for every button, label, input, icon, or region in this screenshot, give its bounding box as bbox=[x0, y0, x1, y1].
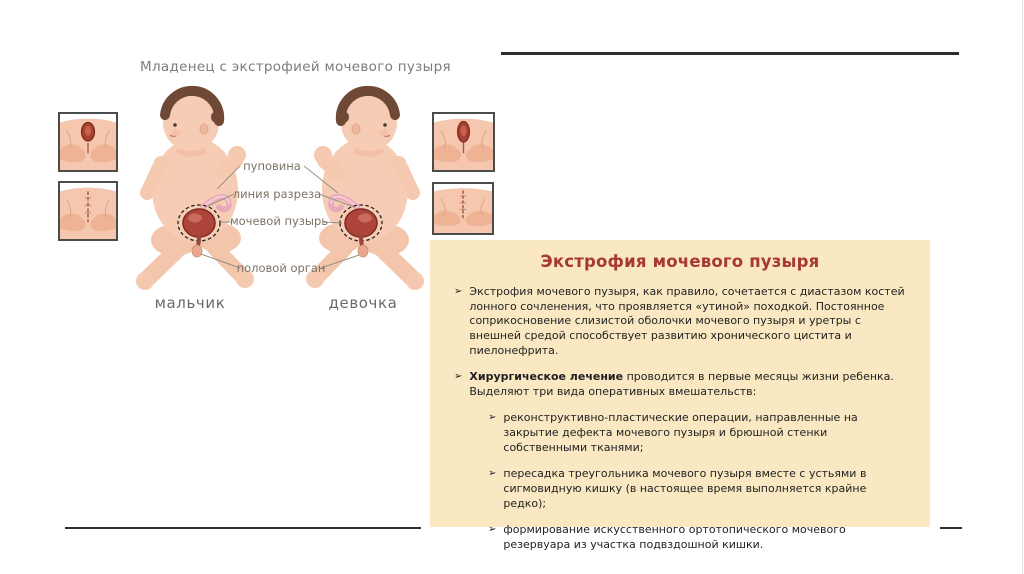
right-edge-rule bbox=[1022, 0, 1023, 574]
top-rule bbox=[501, 52, 959, 55]
label-genital-organ: половой орган bbox=[236, 261, 326, 275]
bullet-item bbox=[454, 285, 906, 358]
label-incision-line: линия разреза bbox=[232, 187, 322, 201]
text-panel bbox=[430, 240, 930, 551]
caption-girl: девочка bbox=[328, 294, 398, 312]
caption-boy: мальчик bbox=[154, 294, 226, 312]
bullet-arrow-icon: ➢ bbox=[488, 468, 497, 480]
bullet-item bbox=[488, 523, 906, 552]
illustration-title: Младенец с экстрофией мочевого пузыря bbox=[140, 59, 451, 75]
bullet-text: реконструктивно-пластические операции, направленные на закрытие дефекта мочевого пузыря и брюшной стенки собственными тканями; bbox=[503, 411, 858, 454]
bullet-text: пересадка треугольника мочевого пузыря вместе с устьями в сигмовидную кишку (в настоящее время выполняется крайне редко); bbox=[503, 467, 867, 510]
bullet-text: Хирургическое лечение проводится в первые месяцы жизни ребенка. Выделяют три вида оперативных вмешательств: bbox=[469, 370, 894, 398]
bottom-left-rule bbox=[65, 527, 421, 529]
bullet-arrow-icon: ➢ bbox=[454, 286, 463, 297]
label-bladder: мочевой пузырь bbox=[229, 214, 329, 228]
bullet-text: Экстрофия мочевого пузыря, как правило, сочетается с диастазом костей лонного сочленения, что проявляется «утиной» походкой. Постоянное соприкосновение слизистой оболочки мочевого пузыря и уретры с внешней средой способствует развитию хронического цистита и пиелонефрита. bbox=[469, 285, 905, 357]
bullet-item bbox=[488, 467, 906, 511]
bladder-bulge bbox=[345, 209, 377, 237]
bullet-item bbox=[488, 411, 906, 455]
bottom-right-rule bbox=[940, 527, 962, 529]
bullet-arrow-icon: ➢ bbox=[454, 371, 463, 383]
bullet-arrow-icon: ➢ bbox=[488, 412, 497, 424]
bullet-arrow-icon: ➢ bbox=[488, 524, 497, 536]
label-umbilical-cord: пуповина bbox=[243, 159, 301, 173]
bullet-item bbox=[454, 370, 906, 399]
panel-title: Экстрофия мочевого пузыря bbox=[540, 252, 820, 271]
bladder-bulge bbox=[183, 209, 215, 237]
bullet-text: формирование искусственного ортотопического мочевого резервуара из участка подвздошной кишки. bbox=[503, 523, 846, 551]
